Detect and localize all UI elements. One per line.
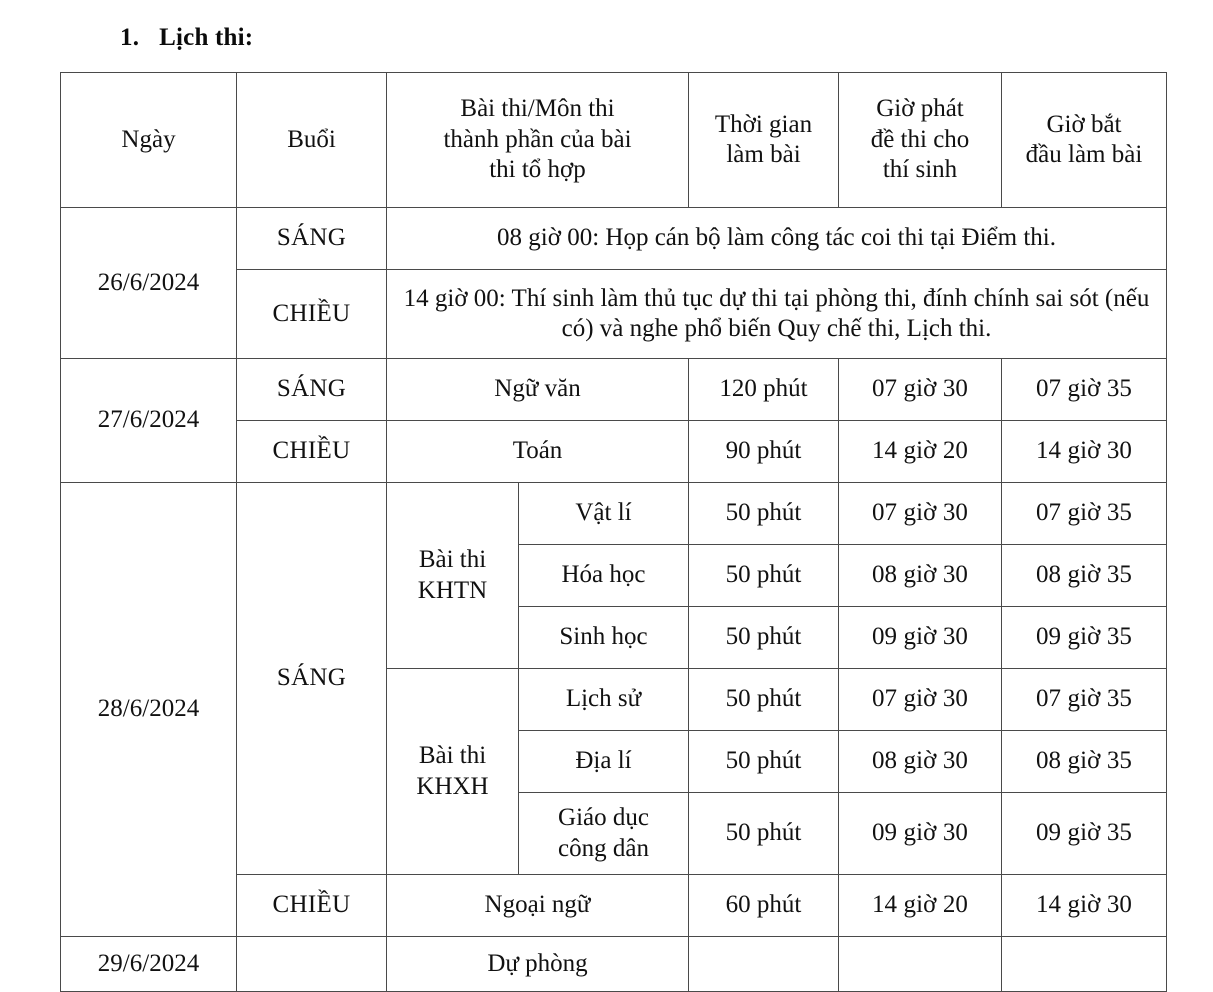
- cell-subject: Ngoại ngữ: [387, 875, 689, 937]
- column-header-give-paper-line2: đề thi cho: [870, 125, 970, 153]
- cell-give-paper-time: 08 giờ 30: [839, 545, 1002, 607]
- cell-duration: 120 phút: [689, 359, 839, 421]
- table-row: [61, 937, 1167, 992]
- page-title: [120, 24, 253, 52]
- column-header-start-time: [1002, 73, 1167, 208]
- cell-exam-group-line1: Bài thi: [418, 742, 487, 769]
- cell-subject: Dự phòng: [387, 937, 689, 992]
- cell-give-paper-time: 07 giờ 30: [839, 669, 1002, 731]
- cell-duration: 50 phút: [689, 669, 839, 731]
- cell-give-paper-time: 08 giờ 30: [839, 731, 1002, 793]
- column-header-duration: [689, 73, 839, 208]
- cell-start-time: 07 giờ 35: [1002, 483, 1167, 545]
- cell-subject-line2: công dân: [558, 834, 649, 862]
- column-header-start-time-line2: đầu làm bài: [1025, 141, 1143, 168]
- cell-date: 27/6/2024: [61, 359, 237, 483]
- column-header-give-paper: [839, 73, 1002, 208]
- cell-give-paper-time: [839, 937, 1002, 992]
- column-header-give-paper-line3: thí sinh: [882, 156, 958, 184]
- exam-schedule-table-wrapper: [60, 72, 1166, 992]
- cell-duration: 50 phút: [689, 731, 839, 793]
- cell-duration: 50 phút: [689, 607, 839, 669]
- cell-start-time: 07 giờ 35: [1002, 669, 1167, 731]
- column-header-start-time-line1: Giờ bắt: [1046, 110, 1122, 138]
- cell-date: 28/6/2024: [61, 483, 237, 937]
- cell-give-paper-time: 09 giờ 30: [839, 607, 1002, 669]
- cell-subject: Toán: [387, 421, 689, 483]
- cell-duration: [689, 937, 839, 992]
- table-row: [61, 359, 1167, 421]
- column-header-subject-line2: thành phần của bài: [443, 125, 632, 153]
- cell-start-time: 09 giờ 35: [1002, 793, 1167, 875]
- cell-date: 29/6/2024: [61, 937, 237, 992]
- cell-subject: Hóa học: [519, 545, 689, 607]
- cell-give-paper-time: 14 giờ 20: [839, 875, 1002, 937]
- cell-start-time: 07 giờ 35: [1002, 359, 1167, 421]
- cell-exam-group-line1: Bài thi: [418, 546, 487, 573]
- cell-session: SÁNG: [237, 208, 387, 270]
- cell-start-time: 14 giờ 30: [1002, 421, 1167, 483]
- cell-subject: Lịch sử: [519, 669, 689, 731]
- header-row: [61, 73, 1167, 208]
- cell-give-paper-time: 14 giờ 20: [839, 421, 1002, 483]
- table-header: [61, 73, 1167, 208]
- column-header-session: Buổi: [237, 73, 387, 208]
- cell-subject: Ngữ văn: [387, 359, 689, 421]
- column-header-subject-line3: thi tổ hợp: [489, 156, 586, 184]
- cell-session: SÁNG: [237, 483, 387, 875]
- column-header-duration-line1: Thời gian: [714, 110, 813, 138]
- cell-subject: Vật lí: [519, 483, 689, 545]
- cell-duration: 50 phút: [689, 483, 839, 545]
- cell-note: 08 giờ 00: Họp cán bộ làm công tác coi thi tại Điểm thi.: [387, 208, 1167, 270]
- page-title-text: Lịch thi:: [159, 24, 254, 51]
- page-title-number: 1.: [120, 24, 140, 51]
- cell-duration: 60 phút: [689, 875, 839, 937]
- cell-start-time: [1002, 937, 1167, 992]
- cell-subject-line1: Giáo dục: [558, 804, 649, 831]
- cell-session: [237, 937, 387, 992]
- cell-date: 26/6/2024: [61, 208, 237, 359]
- cell-start-time: 08 giờ 35: [1002, 731, 1167, 793]
- cell-subject: Địa lí: [519, 731, 689, 793]
- cell-give-paper-time: 07 giờ 30: [839, 359, 1002, 421]
- cell-exam-group: [387, 669, 519, 875]
- table-row: [61, 483, 1167, 545]
- table-row: [61, 208, 1167, 270]
- cell-subject: [519, 793, 689, 875]
- cell-give-paper-time: 07 giờ 30: [839, 483, 1002, 545]
- cell-exam-group-line2: KHTN: [417, 576, 488, 604]
- table-body: [61, 208, 1167, 992]
- exam-schedule-table: [60, 72, 1167, 992]
- cell-exam-group-line2: KHXH: [416, 772, 489, 800]
- column-header-subject: [387, 73, 689, 208]
- cell-session: SÁNG: [237, 359, 387, 421]
- cell-duration: 50 phút: [689, 545, 839, 607]
- cell-duration: 90 phút: [689, 421, 839, 483]
- cell-start-time: 08 giờ 35: [1002, 545, 1167, 607]
- column-header-date: Ngày: [61, 73, 237, 208]
- cell-note: 14 giờ 00: Thí sinh làm thủ tục dự thi tại phòng thi, đính chính sai sót (nếu có) và nghe phổ biến Quy chế thi, Lịch thi.: [387, 270, 1167, 359]
- cell-exam-group: [387, 483, 519, 669]
- column-header-subject-line1: Bài thi/Môn thi: [460, 95, 615, 123]
- cell-start-time: 09 giờ 35: [1002, 607, 1167, 669]
- column-header-give-paper-line1: Giờ phát: [876, 95, 964, 123]
- cell-session: CHIỀU: [237, 875, 387, 937]
- cell-start-time: 14 giờ 30: [1002, 875, 1167, 937]
- column-header-duration-line2: làm bài: [726, 141, 801, 168]
- cell-session: CHIỀU: [237, 270, 387, 359]
- cell-duration: 50 phút: [689, 793, 839, 875]
- cell-give-paper-time: 09 giờ 30: [839, 793, 1002, 875]
- cell-subject: Sinh học: [519, 607, 689, 669]
- cell-session: CHIỀU: [237, 421, 387, 483]
